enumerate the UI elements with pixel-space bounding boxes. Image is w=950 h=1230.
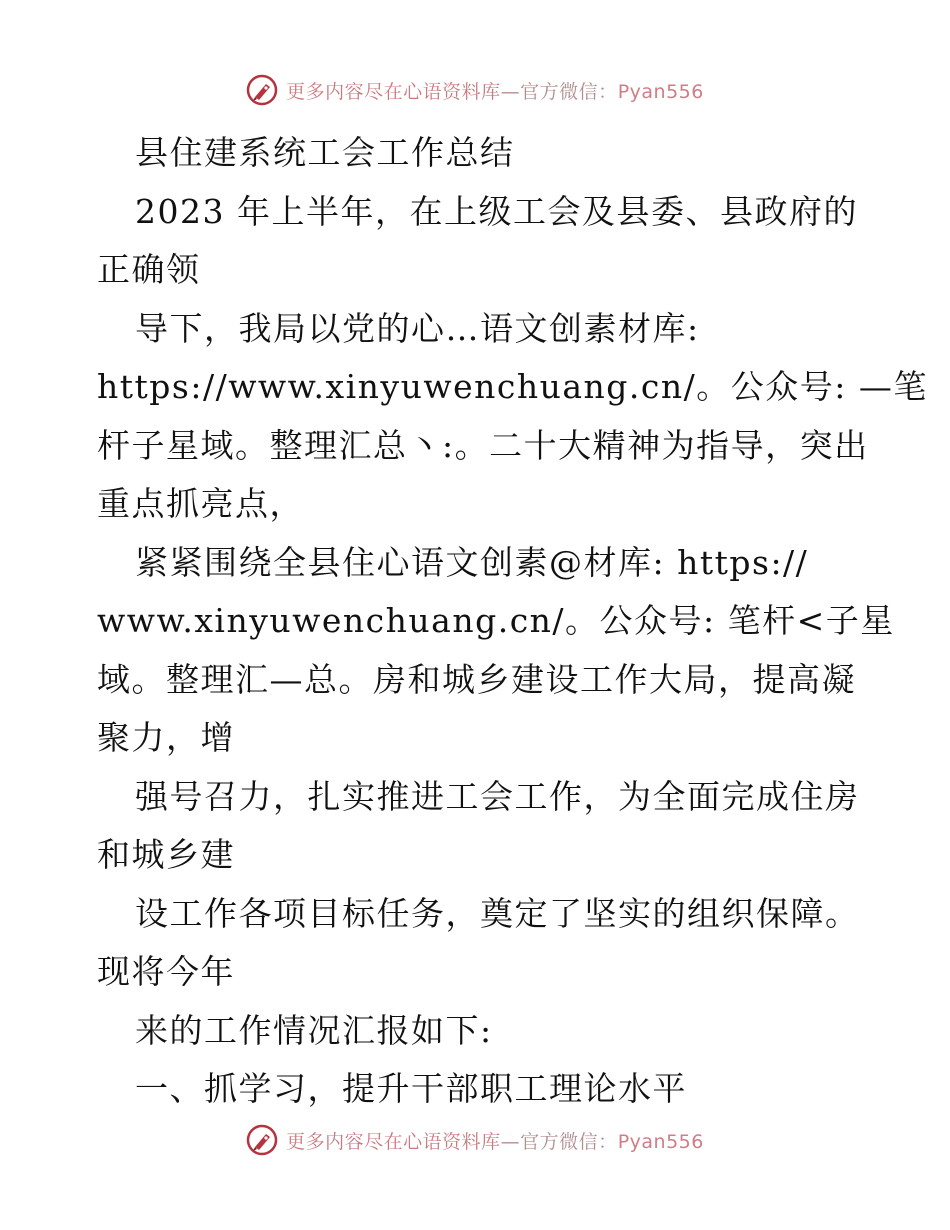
paragraph-line: 强号召力，扎实推进工会工作，为全面完成住房 xyxy=(135,776,860,816)
paragraph-line: 正确领 xyxy=(97,250,201,289)
paragraph-line: 2023 年上半年，在上级工会及县委、县政府的 xyxy=(135,191,858,231)
paragraph-line: 来的工作情况汇报如下: xyxy=(135,1010,493,1050)
paragraph-line: 现将今年 xyxy=(97,952,235,991)
paragraph-line: 域。整理汇—总。房和城乡建设工作大局，提高凝 xyxy=(97,659,856,699)
watermark-footer xyxy=(0,1120,950,1160)
paragraph-line: 设工作各项目标任务，奠定了坚实的组织保障。 xyxy=(135,893,860,933)
paragraph-line: 紧紧围绕全县住心语文创素@材库: https:// xyxy=(135,542,809,582)
paragraph-line: 聚力，增 xyxy=(97,718,235,757)
paragraph-line: www.xinyuwenchuang.cn/。公众号: 笔杆<子星 xyxy=(97,601,895,640)
pen-nib-icon xyxy=(246,1124,278,1156)
watermark-text: 更多内容尽在心语资料库—官方微信：Pyan556 xyxy=(286,80,704,103)
watermark-header xyxy=(0,70,950,110)
paragraph-line: 重点抓亮点， xyxy=(97,484,304,523)
pen-nib-icon xyxy=(246,74,278,106)
paragraph-line: 导下，我局以党的心…语文创素材库: xyxy=(135,308,700,348)
doc-title: 县住建系统工会工作总结 xyxy=(135,133,515,172)
paragraph-line: 和城乡建 xyxy=(97,835,235,874)
watermark-text: 更多内容尽在心语资料库—官方微信：Pyan556 xyxy=(286,1130,704,1153)
paragraph-line: 杆子星域。整理汇总丶:。二十大精神为指导，突出 xyxy=(97,425,869,465)
document-body xyxy=(97,124,928,1119)
section-heading: 一、抓学习，提升干部职工理论水平 xyxy=(135,1069,687,1108)
paragraph-line: https://www.xinyuwenchuang.cn/。公众号: —笔 xyxy=(97,367,928,406)
